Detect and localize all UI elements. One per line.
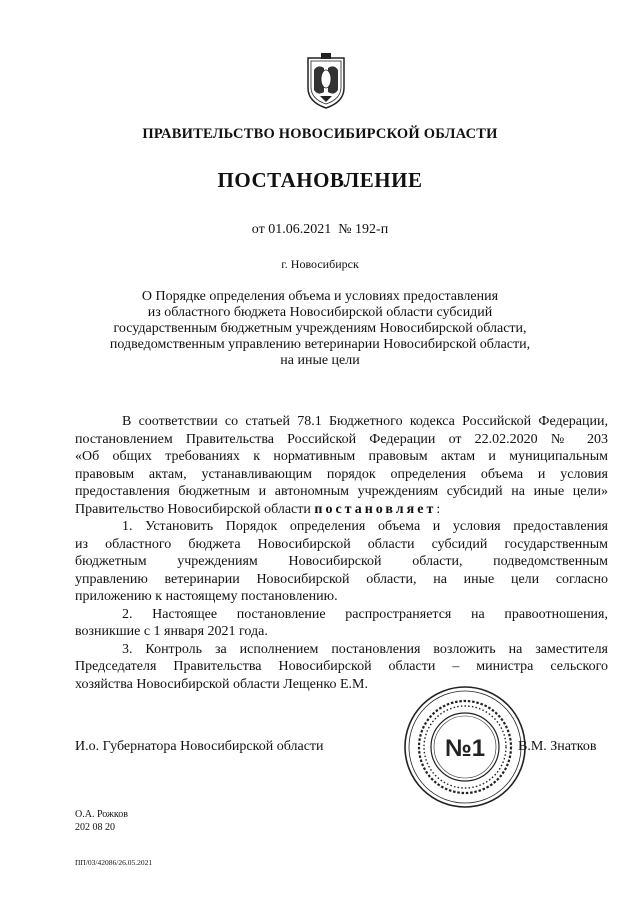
item1-line: 1. Установить Порядок определения объема и условия предоставления xyxy=(122,519,608,534)
item2-line: 2. Настоящее постановление распространяется на правоотношения, xyxy=(122,606,608,622)
preamble-line: правовым актам, устанавливающим порядок определения объема и условия xyxy=(75,466,608,482)
organization-title: ПРАВИТЕЛЬСТВО НОВОСИБИРСКОЙ ОБЛАСТИ xyxy=(142,126,498,142)
executor-info xyxy=(75,808,128,834)
item1-line: приложению к настоящему постановлению. xyxy=(75,589,338,604)
stamp-number: №1 xyxy=(444,735,486,762)
preamble-line: В соответствии со статьей 78.1 Бюджетного кодекса Российской Федерации, xyxy=(122,414,608,429)
subject-line: О Порядке определения объема и условиях предоставления xyxy=(141,289,499,304)
subject-line: на иные цели xyxy=(280,353,360,368)
document-body xyxy=(75,413,608,693)
preamble-last-line xyxy=(75,501,608,519)
resolves-word: постановляет xyxy=(314,501,437,517)
item3-line: Председателя Правительства Новосибирской области – министра сельского xyxy=(75,659,608,674)
coat-of-arms-icon xyxy=(304,52,348,110)
date-number: от 01.06.2021 № 192-п xyxy=(251,222,389,237)
item1-line: бюджетным учреждениям Новосибирской области, подведомственным xyxy=(75,554,608,569)
signatory-name: В.М. Знатков xyxy=(518,739,597,754)
document-subject xyxy=(0,289,640,369)
signatory-position: И.о. Губернатора Новосибирской области xyxy=(75,739,324,754)
executor-phone: 202 08 20 xyxy=(75,822,115,833)
preamble-line: постановлением Правительства Российской Федерации от 22.02.2020 № 203 xyxy=(75,431,608,447)
item2-line: возникшие с 1 января 2021 года. xyxy=(75,624,268,639)
executor-name: О.А. Рожков xyxy=(75,809,128,820)
subject-line: из областного бюджета Новосибирской области субсидий xyxy=(147,305,493,320)
item3-line: 3. Контроль за исполнением постановления возложить на заместителя xyxy=(122,641,608,657)
subject-line: подведомственным управлению ветеринарии Новосибирской области, xyxy=(109,337,531,352)
item3-line: хозяйства Новосибирской области Лещенко Е.М. xyxy=(75,676,368,692)
document-type: ПОСТАНОВЛЕНИЕ xyxy=(217,168,423,192)
preamble-subject: Правительство Новосибирской области xyxy=(75,501,311,517)
subject-line: государственным бюджетным учреждениям Новосибирской области, xyxy=(113,321,527,336)
city: г. Новосибирск xyxy=(281,257,359,271)
document-code: ПП/03/42086/26.05.2021 xyxy=(75,858,153,867)
item1-line: управлению ветеринарии Новосибирской области, на иные цели согласно xyxy=(75,571,608,587)
resolves-colon: : xyxy=(436,501,441,517)
preamble-line: предоставления бюджетным и автономным учреждениям субсидий на иные цели» xyxy=(75,484,608,499)
official-stamp xyxy=(402,684,528,810)
preamble-line: «Об общих требованиях к нормативным правовым актам и муниципальным xyxy=(75,449,608,464)
item1-line: из областного бюджета Новосибирской области субсидий государственным xyxy=(75,536,608,552)
